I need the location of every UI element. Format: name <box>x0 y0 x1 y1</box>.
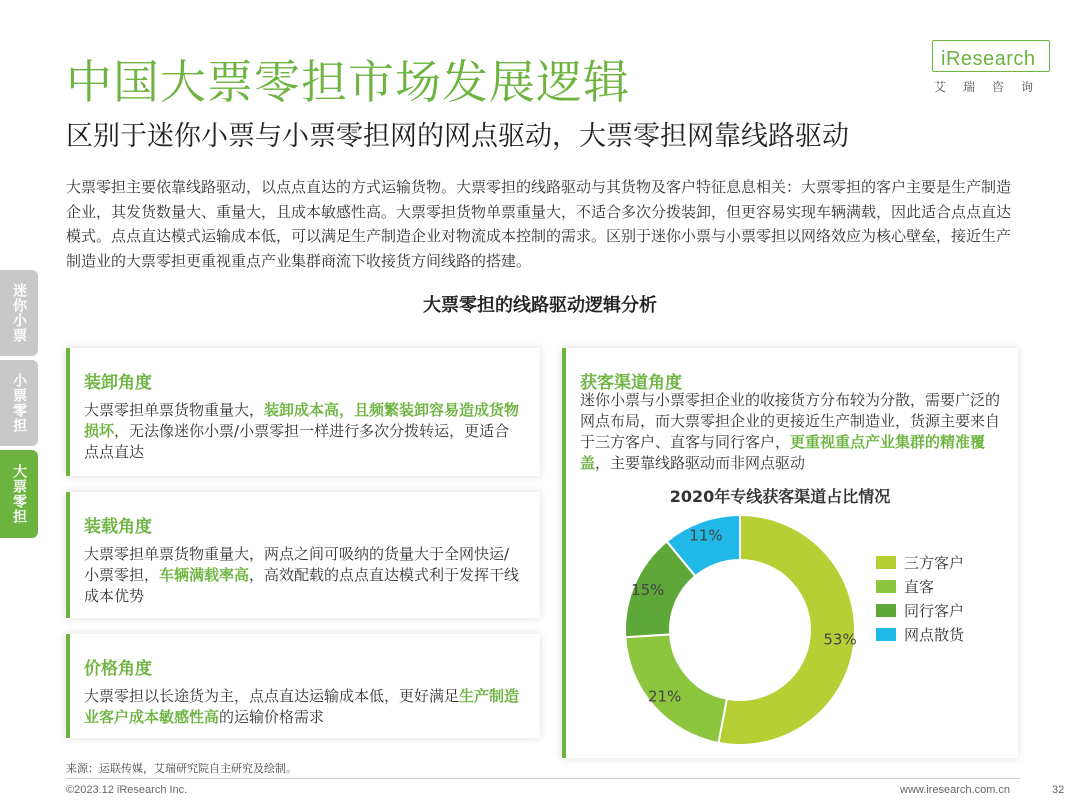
donut-label-3: 11% <box>689 526 723 545</box>
legend-label-0: 三方客户 <box>904 553 965 572</box>
source-note: 来源：运联传媒，艾瑞研究院自主研究及绘制。 <box>66 762 297 775</box>
card-carrying-title: 装载角度 <box>84 517 152 537</box>
legend-swatch-2 <box>876 604 896 617</box>
card-price <box>66 634 540 738</box>
donut-chart <box>600 500 880 760</box>
chart-title: 2020年专线获客渠道占比情况 <box>669 487 891 506</box>
card-loading-highlight: 装卸成本高，且频繁装卸容易造成货物损坏 <box>84 401 520 440</box>
card-loading-text1: 大票零担单票货物重量大， <box>84 401 265 419</box>
card-channel-text1: 迷你小票与小票零担企业的收接货方分布较为分散，需要广泛的网点布局，而大票零担企业的更接近生产制造业，货源主要来自于三方客户、直客与同行客户， <box>580 391 1001 451</box>
section-title: 大票零担的线路驱动逻辑分析 <box>423 295 657 316</box>
chart-legend <box>876 550 964 646</box>
legend-swatch-0 <box>876 556 896 569</box>
card-loading-text2: ，无法像迷你小票/小票零担一样进行多次分拨转运，更适合点点直达 <box>84 422 510 461</box>
card-carrying <box>66 492 540 618</box>
side-tab-small[interactable]: 小票零担 <box>0 360 38 446</box>
logo-cn-text: 艾瑞咨询 <box>934 80 1051 94</box>
iresearch-logo <box>920 36 1050 96</box>
legend-swatch-1 <box>876 580 896 593</box>
website-link[interactable]: www.iresearch.com.cn <box>900 784 1011 796</box>
card-channel-highlight: 更重视重点产业集群的精准覆盖 <box>580 433 986 472</box>
page-title: 中国大票零担市场发展逻辑 <box>66 55 630 109</box>
logo-frame <box>932 40 1050 72</box>
card-carrying-highlight: 车辆满载率高 <box>159 566 250 584</box>
card-price-text2: 的运输价格需求 <box>219 708 325 726</box>
legend-swatch-3 <box>876 628 896 641</box>
logo-text: iResearch <box>941 48 1036 70</box>
legend-label-1: 直客 <box>904 577 935 596</box>
card-price-title: 价格角度 <box>84 659 152 679</box>
page-subtitle: 区别于迷你小票与小票零担网的网点驱动，大票零担网靠线路驱动 <box>66 121 849 152</box>
card-loading-title: 装卸角度 <box>84 373 152 393</box>
card-channel-title: 获客渠道角度 <box>580 373 682 393</box>
page-number: 32 <box>1052 784 1065 796</box>
donut-label-0: 53% <box>823 630 857 649</box>
donut-label-2: 15% <box>631 581 665 600</box>
card-channel-body <box>580 390 1004 474</box>
legend-label-3: 网点散货 <box>904 625 965 644</box>
card-carrying-body <box>84 544 524 607</box>
card-price-highlight: 生产制造业客户成本敏感性高 <box>84 687 520 726</box>
legend-item <box>876 574 964 598</box>
card-loading <box>66 348 540 476</box>
donut-label-1: 21% <box>647 687 682 706</box>
card-carrying-text2: ，高效配载的点点直达模式利于发挥干线成本优势 <box>84 566 520 605</box>
card-price-body <box>84 686 524 728</box>
footer-divider <box>66 778 1020 779</box>
legend-label-2: 同行客户 <box>904 601 965 620</box>
card-loading-body <box>84 400 524 463</box>
legend-item <box>876 550 964 574</box>
side-tab-large[interactable]: 大票零担 <box>0 450 38 538</box>
card-channel-text2: ，主要靠线路驱动而非网点驱动 <box>595 454 806 472</box>
card-price-text1: 大票零担以长途货为主，点点直达运输成本低，更好满足 <box>84 687 460 705</box>
legend-item <box>876 622 964 646</box>
card-carrying-text1: 大票零担单票货物重量大，两点之间可吸纳的货量大于全网快运/小票零担， <box>84 545 510 584</box>
side-tab-mini[interactable]: 迷你小票 <box>0 270 38 356</box>
intro-paragraph: 大票零担主要依靠线路驱动，以点点直达的方式运输货物。大票零担的线路驱动与其货物及客户特征息息相关：大票零担的客户主要是生产制造企业，其发货数量大、重量大，且成本敏感性高。大票零担货物单票重量大，不适合多次分拨装卸，但更容易实现车辆满载，因此适合点点直达模式。点点直达模式运输成本低，可以满足生产制造企业对物流成本控制的需求。区别于迷你小票与小票零担以网络效应为核心壁垒，接近生产制造业的大票零担更重视重点产业集群商流下收接货方间线路的搭建。 <box>66 178 1012 270</box>
legend-item <box>876 598 964 622</box>
copyright: ©2023.12 iResearch Inc. <box>66 784 188 796</box>
